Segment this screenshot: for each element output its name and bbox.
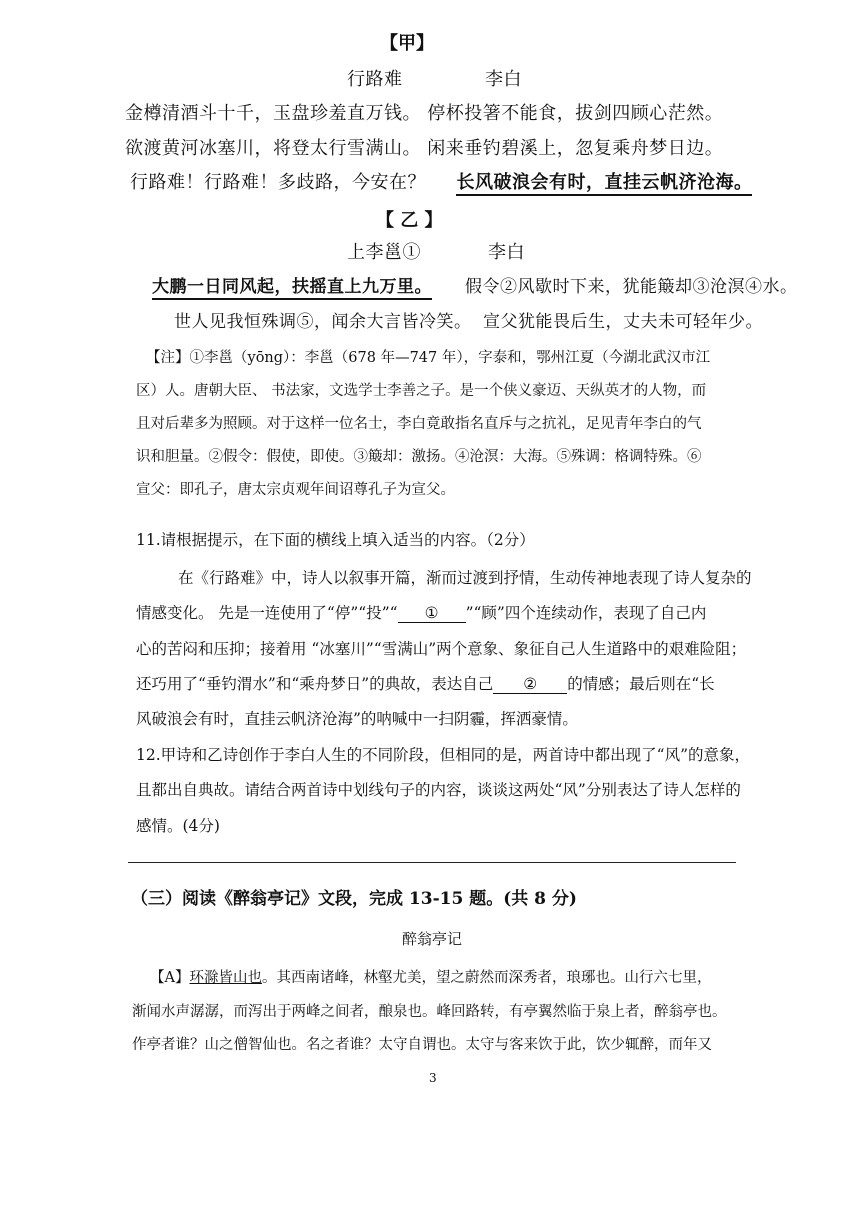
note-line-1: 【注】①李邕（yōng）：李邕（678 年—747 年），字泰和，鄂州江夏（今湖北武汉市江 (146, 350, 711, 366)
q11-para-line-3: 心的苦闷和压抑；接着用 “冰塞川”“雪满山”两个意象、象征自己人生道路中的艰难险阻； (136, 640, 747, 658)
yi-line1-underlined: 大鹏一日同风起，扶摇直上九万里。 (152, 272, 432, 300)
q11-text-before-blank1: 情感变化。 先是一连使用了“停”“投”“ (136, 604, 398, 622)
jia-line3-underlined: 长风破浪会有时，直挂云帆济沧海。 (456, 172, 752, 196)
yi-line1-plain: 假令②风歇时下来，犹能簸却③沧溟④水。 (465, 277, 798, 297)
section3-para-line-3: 作亭者谁？山之僧智仙也。名之者谁？太守自谓也。太守与客来饮于此，饮少辄醉，而年又 (132, 1037, 712, 1053)
jia-header: 【甲】 (380, 33, 434, 54)
yi-poem-author: 李白 (488, 242, 525, 263)
q11-stem: 11.请根据提示，在下面的横线上填入适当的内容。（2分） (136, 531, 535, 549)
answer-divider-line (128, 862, 736, 863)
yi-header: 【 乙 】 (376, 210, 443, 231)
q11-para-line-4 (136, 672, 715, 694)
jia-poem-title: 行路难 (347, 69, 403, 90)
q11-blank-2[interactable]: ② (493, 676, 567, 694)
note-line-4: 识和胆量。②假令：假使，即使。③簸却：激扬。④沧溟：大海。⑤殊调：格调特殊。⑥ (136, 449, 702, 465)
jia-poem-line-3 (130, 168, 752, 194)
section3-a-line1-rest: 。其西南诸峰，林壑尤美，望之蔚然而深秀者，琅琊也。山行六七里， (261, 970, 712, 986)
section3-a-tag: 【A】 (150, 970, 190, 986)
q12-line-1: 12.甲诗和乙诗创作于李白人生的不同阶段，但相同的是，两首诗中都出现了“风”的意象， (136, 746, 751, 764)
section3-a-underlined: 环滁皆山也 (189, 970, 262, 986)
q11-text-after-blank2: 的情感；最后则在“长 (567, 675, 715, 693)
q12-line-3: 感情。(4分) (136, 817, 220, 835)
jia-poem-line-1: 金樽清酒斗十千，玉盘珍羞直万钱。 停杯投箸不能食，拔剑四顾心茫然。 (125, 103, 724, 124)
q11-text-before-blank2: 还巧用了“垂钓渭水”和“乘舟梦日”的典故，表达自己 (136, 675, 494, 693)
section3-title: 醉翁亭记 (402, 930, 463, 948)
section3-para-line-1 (150, 966, 711, 987)
note-line-2: 区）人。唐朝大臣、 书法家，文选学士李善之子。是一个侠义豪迈、天纵英才的人物，而 (136, 383, 707, 399)
jia-poem-author: 李白 (485, 69, 522, 90)
yi-line2-left: 世人见我恒殊调⑤，闻余大言皆冷笑。 (174, 312, 472, 332)
q11-para-line-1: 在《行路难》中，诗人以叙事开篇，渐而过渡到抒情，生动传神地表现了诗人复杂的 (178, 569, 752, 587)
q11-para-line-2 (136, 601, 706, 623)
yi-line2-right: 宣父犹能畏后生，丈夫未可轻年少。 (483, 312, 763, 332)
q11-text-after-blank1: ”“顾”四个连续动作，表现了自己内 (465, 604, 707, 622)
page-number: 3 (429, 1071, 437, 1085)
note-line-3: 且对后辈多为照顾。对于这样一位名士，李白竟敢指名直斥与之抗礼，足见青年李白的气 (136, 416, 702, 432)
section3-heading: （三）阅读《醉翁亭记》文段，完成 13-15 题。(共 8 分) (131, 889, 577, 909)
yi-poem-title: 上李邕① (347, 242, 421, 263)
q12-line-2: 且都出自典故。请结合两首诗中划线句子的内容，谈谈这两处“风”分别表达了诗人怎样的 (136, 781, 741, 799)
note-line-5: 宣父：即孔子，唐太宗贞观年间诏尊孔子为宣父。 (136, 482, 455, 498)
jia-poem-line-2: 欲渡黄河冰塞川，将登太行雪满山。 闲来垂钓碧溪上，忽复乘舟梦日边。 (125, 138, 724, 159)
jia-line3-plain: 行路难！行路难！多歧路，今安在？ (130, 172, 426, 193)
q11-blank-1[interactable]: ① (398, 605, 466, 623)
q11-para-line-5: 风破浪会有时，直挂云帆济沧海”的呐喊中一扫阴霾，挥洒豪情。 (136, 710, 578, 728)
section3-para-line-2: 渐闻水声潺潺，而泻出于两峰之间者，酿泉也。峰回路转，有亭翼然临于泉上者，醉翁亭也。 (132, 1004, 727, 1020)
